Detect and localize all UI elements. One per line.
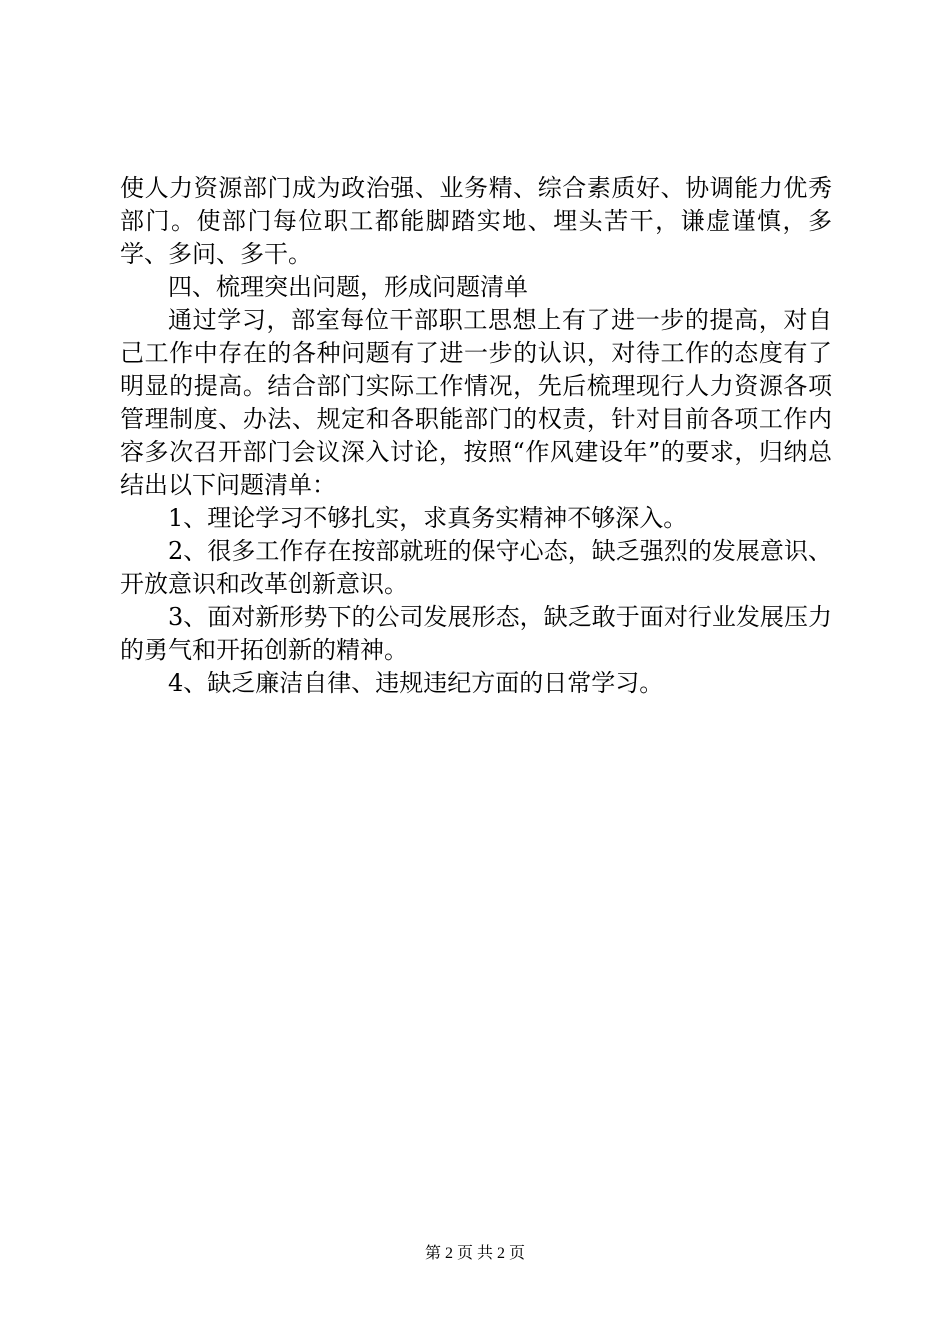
list-item-2: 2、很多工作存在按部就班的保守心态，缺乏强烈的发展意识、开放意识和改革创新意识。 [120, 537, 832, 598]
paragraph-body: 通过学习，部室每位干部职工思想上有了进一步的提高，对自己工作中存在的各种问题有了进一步的认识，对待工作的态度有了明显的提高。结合部门实际工作情况，先后梳理现行人力资源各项管理制度、办法、规定和各职能部门的权责，针对目前各项工作内容多次召开部门会议深入讨论，按照“作风建设年”的要求，归纳总结出以下问题清单： [120, 306, 832, 499]
list-item-3: 3、面对新形势下的公司发展形态，缺乏敢于面对行业发展压力的勇气和开拓创新的精神。 [120, 603, 832, 664]
list-item-1: 1、理论学习不够扎实，求真务实精神不够深入。 [168, 504, 688, 532]
paragraph-continuation: 使人力资源部门成为政治强、业务精、综合素质好、协调能力优秀部门。使部门每位职工都能脚踏实地、埋头苦干，谦虚谨慎，多学、多问、多干。 [120, 174, 832, 268]
document-body [120, 172, 832, 700]
section-heading: 四、梳理突出问题，形成问题清单 [168, 273, 528, 301]
list-item-4: 4、缺乏廉洁自律、违规违纪方面的日常学习。 [168, 669, 664, 697]
page-number-footer: 第 2 页 共 2 页 [424, 1245, 525, 1262]
